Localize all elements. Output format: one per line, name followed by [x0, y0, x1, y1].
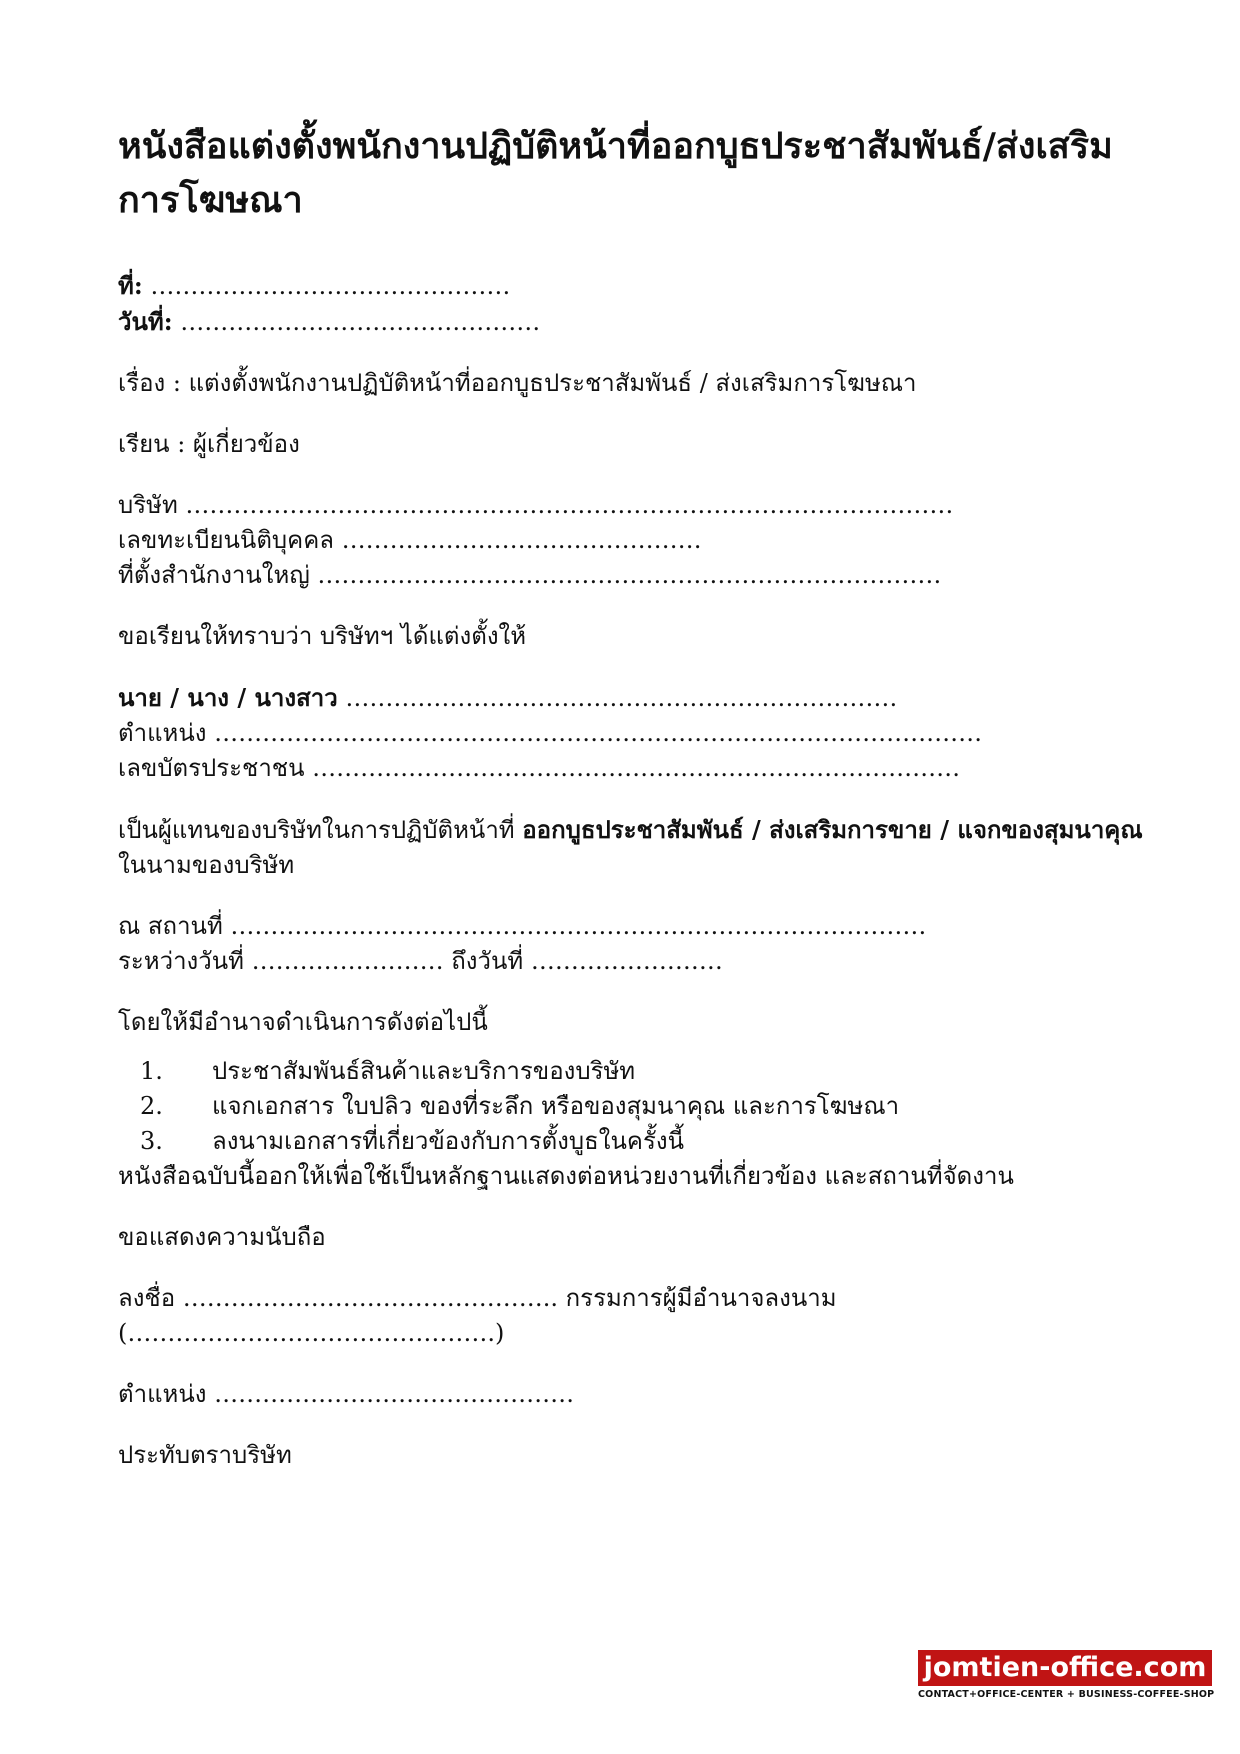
reference-number-line — [118, 268, 1158, 304]
duty-prefix: เป็นผู้แทนของบริษัทในการปฏิบัติหน้าที่ — [118, 816, 523, 844]
list-item-text: ลงนามเอกสารที่เกี่ยวข้องกับการตั้งบูธในครั้งนี้ — [212, 1127, 684, 1155]
venue-period-line: ระหว่างวันที่ …………………… ถึงวันที่ …………………… — [118, 947, 723, 975]
venue-place-line: ณ สถานที่ …………………………………………………………………………… — [118, 912, 927, 940]
person-name-line — [118, 680, 1158, 716]
reference-number-label: ที่: — [118, 271, 143, 300]
person-position-line: ตำแหน่ง …………………………………………………………………………………… — [118, 719, 983, 747]
date-line — [118, 304, 1158, 340]
person-name-label: นาย / นาง / นางสาว — [118, 683, 338, 712]
purpose-line: หนังสือฉบับนี้ออกให้เพื่อใช้เป็นหลักฐานแสดงต่อหน่วยงานที่เกี่ยวข้อง และสถานที่จัดงาน — [118, 1162, 1014, 1190]
list-item — [118, 1089, 1158, 1124]
person-id-line: เลขบัตรประชาชน ……………………………………………………………………… — [118, 754, 961, 782]
reference-number-dots: ……………………………………… — [150, 272, 511, 300]
date-dots: ……………………………………… — [180, 308, 541, 336]
signature-line: ลงชื่อ ……………………………………….. กรรมการผู้มีอำนาจลงนาม — [118, 1284, 837, 1312]
document-title: หนังสือแต่งตั้งพนักงานปฏิบัติหน้าที่ออกบูธประชาสัมพันธ์/ส่งเสริมการโฆษณา — [118, 126, 1113, 221]
signature-name-parenthesis: (……………………………………….) — [118, 1319, 505, 1347]
duty-line — [118, 812, 1158, 848]
brand-logo-wordmark: jomtien-office.com — [918, 1650, 1212, 1686]
powers-list — [118, 1054, 1158, 1159]
brand-logo-tagline: CONTACT+OFFICE-CENTER + BUSINESS-COFFEE-SHOP — [918, 1689, 1215, 1700]
date-label: วันที่: — [118, 307, 173, 336]
closing-line: ขอแสดงความนับถือ — [118, 1223, 326, 1251]
company-name-line: บริษัท …………………………………………………………………………………… — [118, 491, 954, 519]
salutation-line: เรียน : ผู้เกี่ยวข้อง — [118, 430, 300, 458]
person-name-dots: …………………………………………………………… — [345, 684, 898, 712]
list-item-number: 1. — [140, 1057, 163, 1085]
letter-body — [118, 120, 1158, 1473]
list-item-number: 3. — [140, 1127, 163, 1155]
list-item — [118, 1054, 1158, 1089]
company-seal-line: ประทับตราบริษัท — [118, 1441, 292, 1469]
company-registration-line: เลขทะเบียนนิติบุคคล ……………………………………… — [118, 526, 702, 554]
signature-position-line: ตำแหน่ง ……………………………………… — [118, 1380, 575, 1408]
company-hq-line: ที่ตั้งสำนักงานใหญ่ …………………………………………………………………… — [118, 561, 942, 589]
intro-line: ขอเรียนให้ทราบว่า บริษัทฯ ได้แต่งตั้งให้ — [118, 622, 527, 650]
list-item-text: ประชาสัมพันธ์สินค้าและบริการของบริษัท — [212, 1057, 636, 1085]
list-item-text: แจกเอกสาร ใบปลิว ของที่ระลึก หรือของสุมนาคุณ และการโฆษณา — [212, 1092, 900, 1120]
subject-line: เรื่อง : แต่งตั้งพนักงานปฏิบัติหน้าที่ออกบูธประชาสัมพันธ์ / ส่งเสริมการโฆษณา — [118, 369, 917, 397]
list-item — [118, 1124, 1158, 1159]
duty-suffix: ในนามของบริษัท — [118, 851, 295, 879]
list-item-number: 2. — [140, 1092, 163, 1120]
brand-logo — [918, 1650, 1215, 1700]
powers-intro: โดยให้มีอำนาจดำเนินการดังต่อไปนี้ — [118, 1008, 488, 1036]
duty-bold: ออกบูธประชาสัมพันธ์ / ส่งเสริมการขาย / แจกของสุมนาคุณ — [522, 815, 1143, 844]
